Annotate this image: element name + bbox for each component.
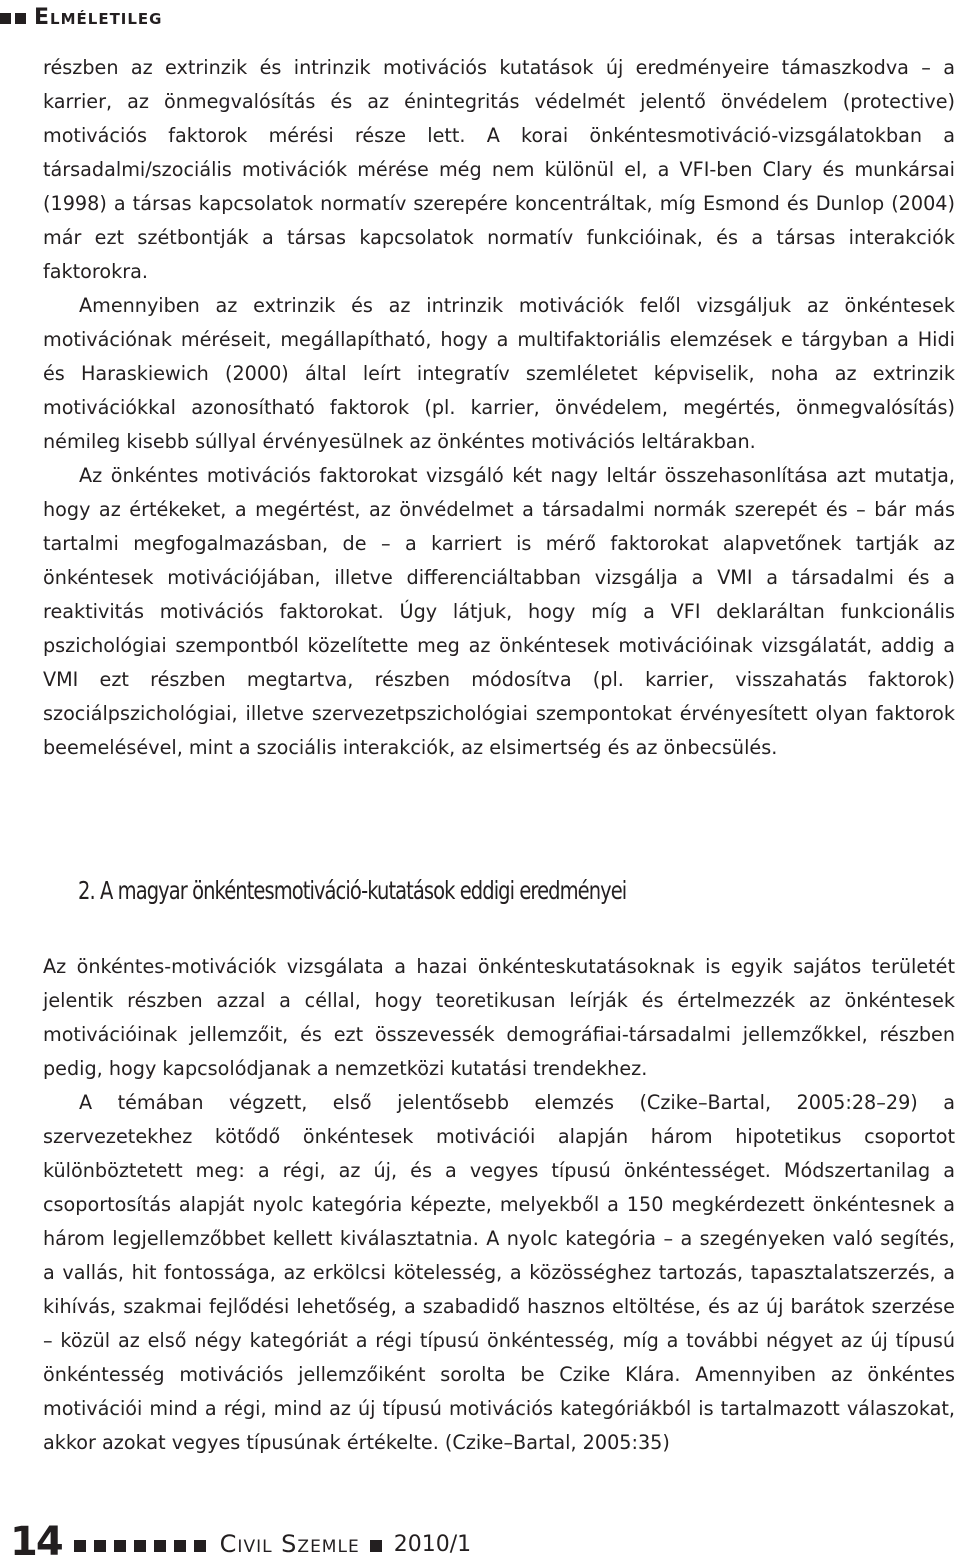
footer-square-icon <box>174 1540 186 1552</box>
page-footer <box>10 1520 471 1564</box>
page-header <box>0 0 163 34</box>
paragraph: A témában végzett, első jelentősebb elemzés (Czike–Bartal, 2005:28–29) a szervezetekhez kötődő önkéntesek motivációi alapján három hipotetikus csoportot különböztetett meg: a régi, az új, és a vegyes típusú önkéntességet. Módszertanilag a csoportosítás alapját nyolc kategória képezte, melyekből a 150 megkérdezett önkéntesnek a három legjellemzőbbet kellett kiválasztatnia. A nyolc kategória – a szegényeken való segítés, a vallás, hit fontossága, az erkölcsi kötelesség, a közösséghez tartozás, tapasztalatszerzés, a kihívás, szakmai fejlődési lehetőség, a szabadidő hasznos eltöltése, és az új barátok szerzése – közül az első négy kategóriát a régi típusú önkéntesség, míg a további négyet az új típusú önkéntesség motivációs jellemzőiként sorolta be Czike Klára. Amennyiben az önkéntes motivációi mind a régi, mind az új típusú motivációs kategóriákból is tartalmazott válaszokat, akkor azokat vegyes típusúnak értékelte. (Czike–Bartal, 2005:35) <box>43 1091 955 1454</box>
footer-square-icon <box>370 1540 382 1552</box>
issue-number: 2010/1 <box>393 1531 472 1557</box>
paragraph: részben az extrinzik és intrinzik motivációs kutatások új eredményeire támaszkodva – a karrier, az önmegvalósítás és az énintegritás védelmét jelentő önvédelem (protective) motivációs faktorok mérési része lett. A korai önkéntesmotiváció-vizsgálatokban a társadalmi/szociális motivációk mérése még nem különül el, a VFI-ben Clary és munkársai (1998) a társas kapcsolatok normatív szerepére koncentráltak, míg Esmond és Dunlop (2004) már ezt szétbontják a társas kapcsolatok normatív funkcióinak, és a társas interakciók faktorokra. <box>43 56 955 283</box>
footer-square-icon <box>94 1540 106 1552</box>
paragraph: Az önkéntes motivációs faktorokat vizsgáló két nagy leltár összehasonlítása azt mutatja, hogy az értékeket, a megértést, az önvédelmet a társadalmi normák szerepét és – bár más tartalmi megfogalmazásban, de – a karriert is mérő faktorokat alapvetőnek tartják az önkéntesek motivációjában, illetve differenciáltabban vizsgálja a VMI a társadalmi és a reaktivitás motivációs faktorokat. Úgy látjuk, hogy míg a VFI deklaráltan funkcionális pszichológiai szempontból közelítette meg az önkéntesek motivációinak vizsgálatát, addig a VMI ezt részben megtartva, részben módosítva (pl. karrier, visszahatás faktorok) szociálpszichológiai, illetve szervezetpszichológiai szempontokat érvényesített olyan faktorok beemelésével, mint a szociális interakciók, az elsimertség és az önbecsülés. <box>43 464 955 759</box>
footer-square-icon <box>114 1540 126 1552</box>
article-body-bottom <box>43 950 955 1460</box>
article-body-top <box>43 51 955 765</box>
footer-square-icon <box>194 1540 206 1552</box>
paragraph: Amennyiben az extrinzik és az intrinzik motivációk felől vizsgáljuk az önkéntesek motivációnak méréseit, megállapítható, hogy a multifaktoriális elemzések e tárgyban a Hidi és Haraskiewich (2000) által leírt integratív szemléletet képviselik, noha az extrinzik motivációkkal azonosítható faktorok (pl. karrier, önvédelem, megértés, önmegvalósítás) némileg kisebb súllyal érvényesülnek az önkéntes motivációs leltárakban. <box>43 294 955 453</box>
footer-square-icon <box>154 1540 166 1552</box>
footer-square-icon <box>74 1540 86 1552</box>
header-square-icon <box>15 13 26 24</box>
section-label: Elméletileg <box>34 4 163 30</box>
footer-square-icon <box>134 1540 146 1552</box>
section-heading: 2. A magyar önkéntesmotiváció-kutatások eddigi eredményei <box>78 876 627 905</box>
page-number: 14 <box>10 1519 62 1565</box>
paragraph: Az önkéntes-motivációk vizsgálata a hazai önkénteskutatásoknak is egyik sajátos területét jelentik részben azzal a céllal, hogy teoretikusan leírják és értelmezzék az önkéntesek motivációinak jellemzőit, és ezt összevessék demográfiai-társadalmi jellemzőkkel, részben pedig, hogy kapcsolódjanak a nemzetközi kutatási trendekhez. <box>43 955 955 1080</box>
header-square-icon <box>0 13 11 24</box>
journal-name: Civil Szemle <box>219 1530 360 1558</box>
